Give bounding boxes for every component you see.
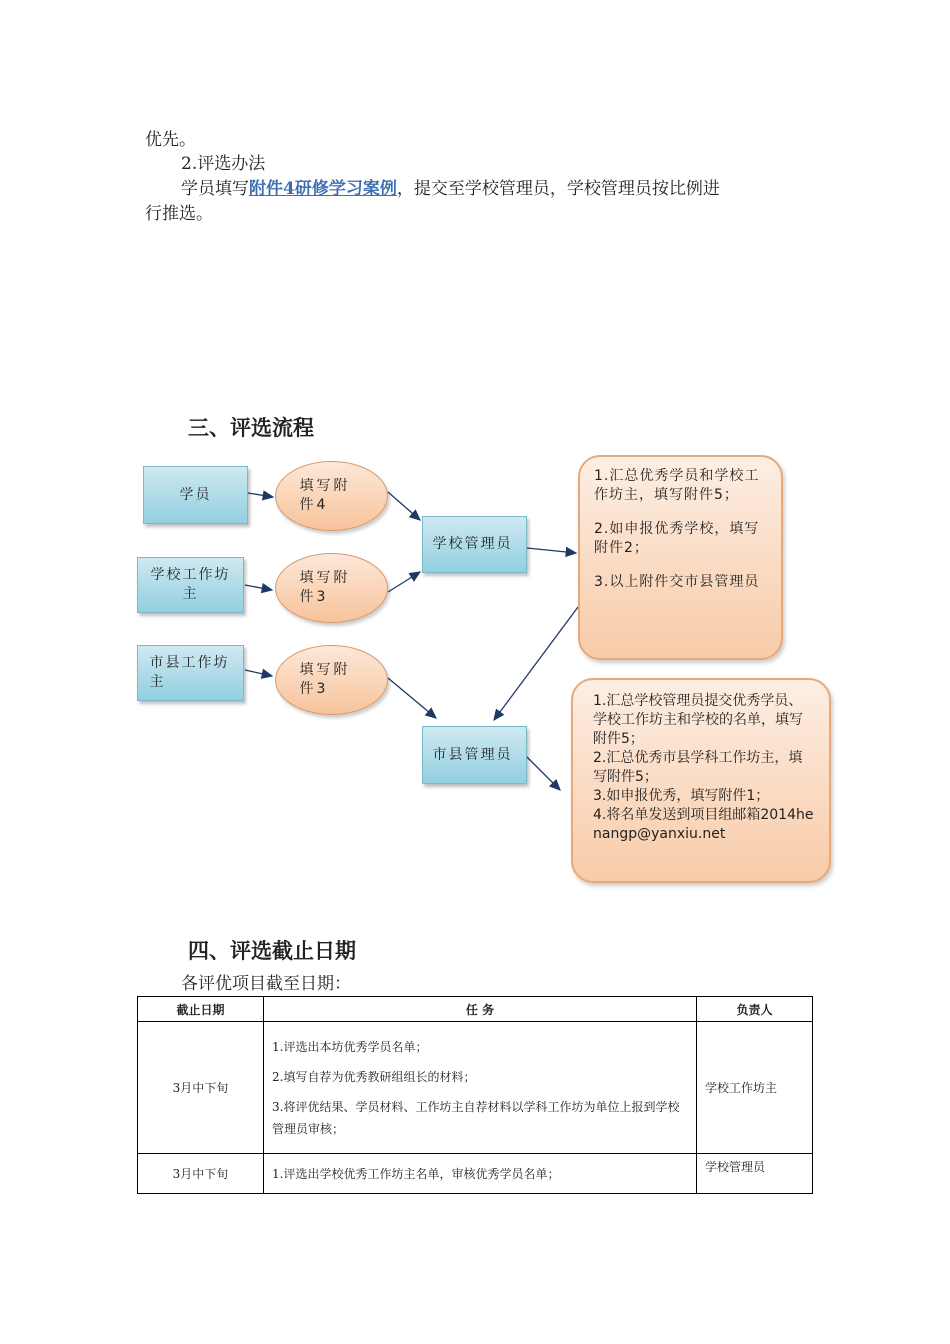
city-task-2: 2.汇总优秀市县学科工作坊主，填写附件5； [593, 750, 803, 785]
city-task-3: 3.如申报优秀，填写附件1； [593, 788, 770, 804]
row1-task-1: 1.评选出本坊优秀学员名单； [272, 1039, 428, 1054]
arrow-cityadmin-tasks [527, 757, 560, 790]
flow-oval-fill3b [275, 645, 388, 715]
flow-box-city-admin [422, 726, 527, 784]
flow-box-school-workshop-label: 学校工作坊主 [150, 567, 231, 602]
arrow-tasks-cityadmin [494, 607, 578, 720]
flow-box-student-label: 学员 [179, 486, 212, 503]
deadline-table [137, 996, 813, 1194]
city-task-1: 1.汇总学校管理员提交优秀学员、学校工作坊主和学校的名单，填写附件5； [593, 693, 803, 747]
arrow-fill3b-cityadmin [388, 678, 436, 718]
arrow-schooladmin-tasks [527, 548, 576, 553]
flow-oval-fill3a-label: 填写附件3 [299, 570, 351, 605]
row2-owner: 学校管理员 [697, 1154, 813, 1194]
intro-line2: 2.评选办法 [181, 154, 266, 174]
section4-subtitle: 各评优项目截至日期： [181, 974, 351, 994]
flow-oval-fill4-label: 填写附件4 [299, 478, 351, 513]
flow-oval-fill4 [275, 461, 388, 531]
table-row [138, 1022, 813, 1154]
school-task-1: 1.汇总优秀学员和学校工作坊主，填写附件5； [594, 468, 760, 503]
row2-date: 3月中下旬 [138, 1154, 264, 1194]
intro-line3-post: ，提交至学校管理员，学校管理员按比例进 [396, 179, 720, 199]
arrow-city-fill3b [245, 670, 272, 676]
school-task-3: 3.以上附件交市县管理员 [594, 574, 760, 590]
flow-box-city-workshop-label: 市县工作坊主 [149, 655, 230, 690]
city-task-4: 4.将名单发送到项目组邮箱2014henangp@yanxiu.net [593, 807, 814, 842]
flow-oval-fill3b-label: 填写附件3 [299, 662, 351, 697]
flow-box-school-workshop [137, 557, 244, 613]
flow-oval-fill3a [275, 553, 388, 623]
table-header-row [138, 997, 813, 1022]
section3-title: 三、评选流程 [188, 416, 314, 440]
attachment4-link[interactable]: 附件4研修学习案例 [249, 179, 397, 199]
row1-date: 3月中下旬 [138, 1022, 264, 1154]
table-row [138, 1154, 813, 1194]
row1-task-2: 2.填写自荐为优秀教研组组长的材料； [272, 1069, 476, 1084]
header-task: 任 务 [264, 997, 697, 1022]
flow-box-school-admin [422, 516, 527, 573]
header-owner: 负责人 [697, 997, 813, 1022]
flow-box-school-admin-label: 学校管理员 [432, 536, 513, 552]
row1-owner: 学校工作坊主 [697, 1022, 813, 1154]
row2-tasks [264, 1154, 697, 1194]
flow-city-admin-tasks [571, 678, 831, 883]
intro-line4: 行推选。 [145, 204, 213, 224]
flow-box-student [143, 466, 248, 524]
arrow-fill3a-schooladmin [388, 572, 420, 592]
row1-task-3: 3.将评优结果、学员材料、工作坊主自荐材料以学科工作坊为单位上报到学校管理员审核； [272, 1099, 680, 1136]
header-date: 截止日期 [138, 997, 264, 1022]
arrow-student-fill4 [248, 493, 273, 497]
flow-school-admin-tasks [578, 455, 783, 660]
intro-line3-pre: 学员填写 [181, 179, 249, 199]
arrow-workshop-fill3a [245, 585, 272, 590]
section4-title: 四、评选截止日期 [188, 939, 356, 963]
intro-line1: 优先。 [145, 130, 196, 150]
flow-box-city-workshop [137, 645, 244, 701]
row2-task-1: 1.评选出学校优秀工作坊主名单，审核优秀学员名单； [272, 1166, 560, 1181]
flow-box-city-admin-label: 市县管理员 [432, 746, 513, 763]
arrow-fill4-schooladmin [388, 492, 420, 520]
school-task-2: 2.如申报优秀学校，填写附件2； [594, 521, 760, 556]
row1-tasks [264, 1022, 697, 1154]
